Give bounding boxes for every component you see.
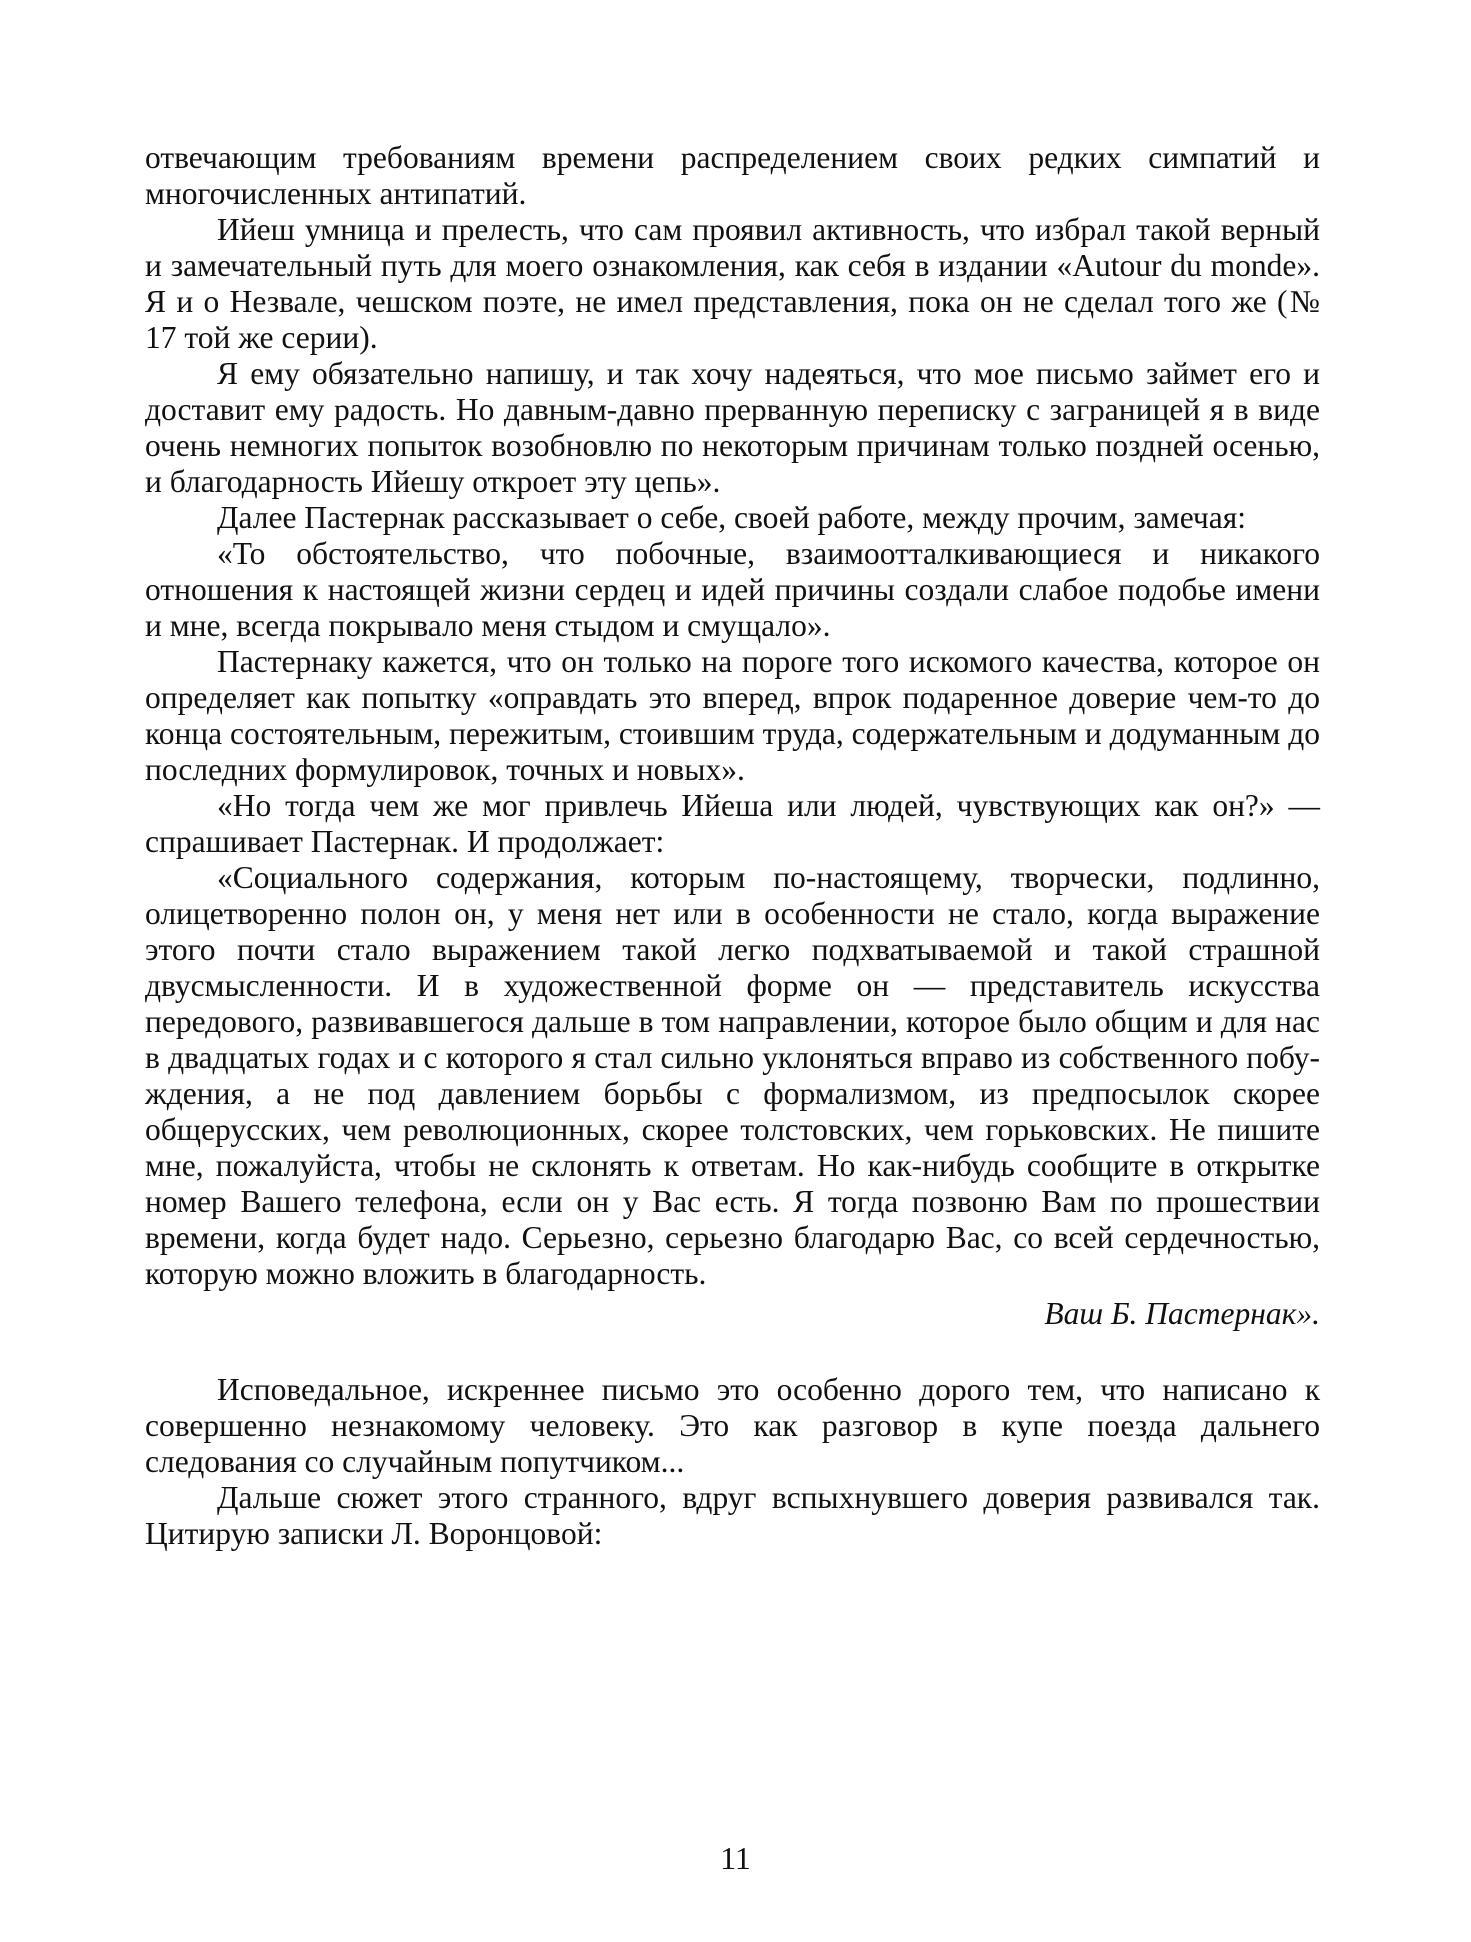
letter-signature: Ваш Б. Пастернак». (1044, 1296, 1320, 1331)
page-body (145, 140, 1320, 1552)
paragraph-quote-circumstance: «То обстоятельство, что побочные, взаимоотталкивающиеся и никакого отношения к настоящей жизни сердец и идей причины создали слабое подобье имени и мне, всегда покрывало меня стыдом и смущало». (145, 536, 1320, 643)
paragraph-confession: Исповедальное, искреннее письмо это особенно дорого тем, что написано к совершенно незнакомому человеку. Это как разговор в купе поезда дальнего следования со случайным попутчиком... (145, 1372, 1320, 1479)
paragraph-story-continues: Дальше сюжет этого странного, вдруг вспыхнувшего доверия развивался так. Цитирую записки Л. Воронцовой: (145, 1480, 1320, 1551)
paragraph-continuation: отвечающим требованиям времени распределением своих редких симпатий и многочисленных антипатий. (145, 140, 1320, 211)
paragraph-question: «Но тогда чем же мог привлечь Ийеша или людей, чувствующих как он?» — спрашивает Пастернак. И продолжает: (145, 788, 1320, 859)
paragraph-social-content: «Социального содержания, которым по-настоящему, творчески, подлинно, олицетворенно полон он, у меня нет или в особенности не стало, когда выражение этого почти стало выражением такой легко подхватываемой и такой страшной двусмысленности. И в художественной форме он — представитель искусства передового, развивавшегося дальше в том направлении, которое было общим и для нас в двадцатых годах и с которого я стал сильно уклоняться вправо из собственного побуждения, а не под давлением борьбы с формализмом, из предпосылок скорее общерусских, чем революционных, скорее толстовских, чем горьковских. Не пишите мне, пожалуйста, чтобы не склонять к ответам. Но как-нибудь сообщите в открытке номер Вашего телефона, если он у Вас есть. Я тогда позвоню Вам по прошествии времени, когда будет надо. Серьезно, серьезно благодарю Вас, со всей сердечностью, которую можно вложить в благодарность. (145, 860, 1320, 1291)
paragraph-threshold: Пастернаку кажется, что он только на пороге того искомого качества, которое он определяет как попытку «оправдать это вперед, впрок подаренное доверие чем-то до конца состоятельным, пережитым, стоившим труда, содержательным и додуманным до последних формулировок, точных и новых». (145, 644, 1320, 787)
paragraph-iyesh-praise: Ийеш умница и прелесть, что сам проявил активность, что избрал такой верный и замечательный путь для моего ознакомления, как себя в издании «Autour du monde». Я и о Незвале, чешском поэте, не имел представления, пока он не сделал того же (№ 17 той же серии). (145, 212, 1320, 355)
paragraph-letter-promise: Я ему обязательно напишу, и так хочу надеяться, что мое письмо займет его и доставит ему радость. Но давным-давно прерванную переписку с заграницей я в виде очень немногих попыток возобновлю по некоторым причинам только поздней осенью, и благодарность Ийешу откроет эту цепь». (145, 356, 1320, 499)
paragraph-narration: Далее Пастернак рассказывает о себе, своей работе, между прочим, замечая: (217, 500, 1246, 535)
page-number: 11 (720, 1840, 751, 1876)
